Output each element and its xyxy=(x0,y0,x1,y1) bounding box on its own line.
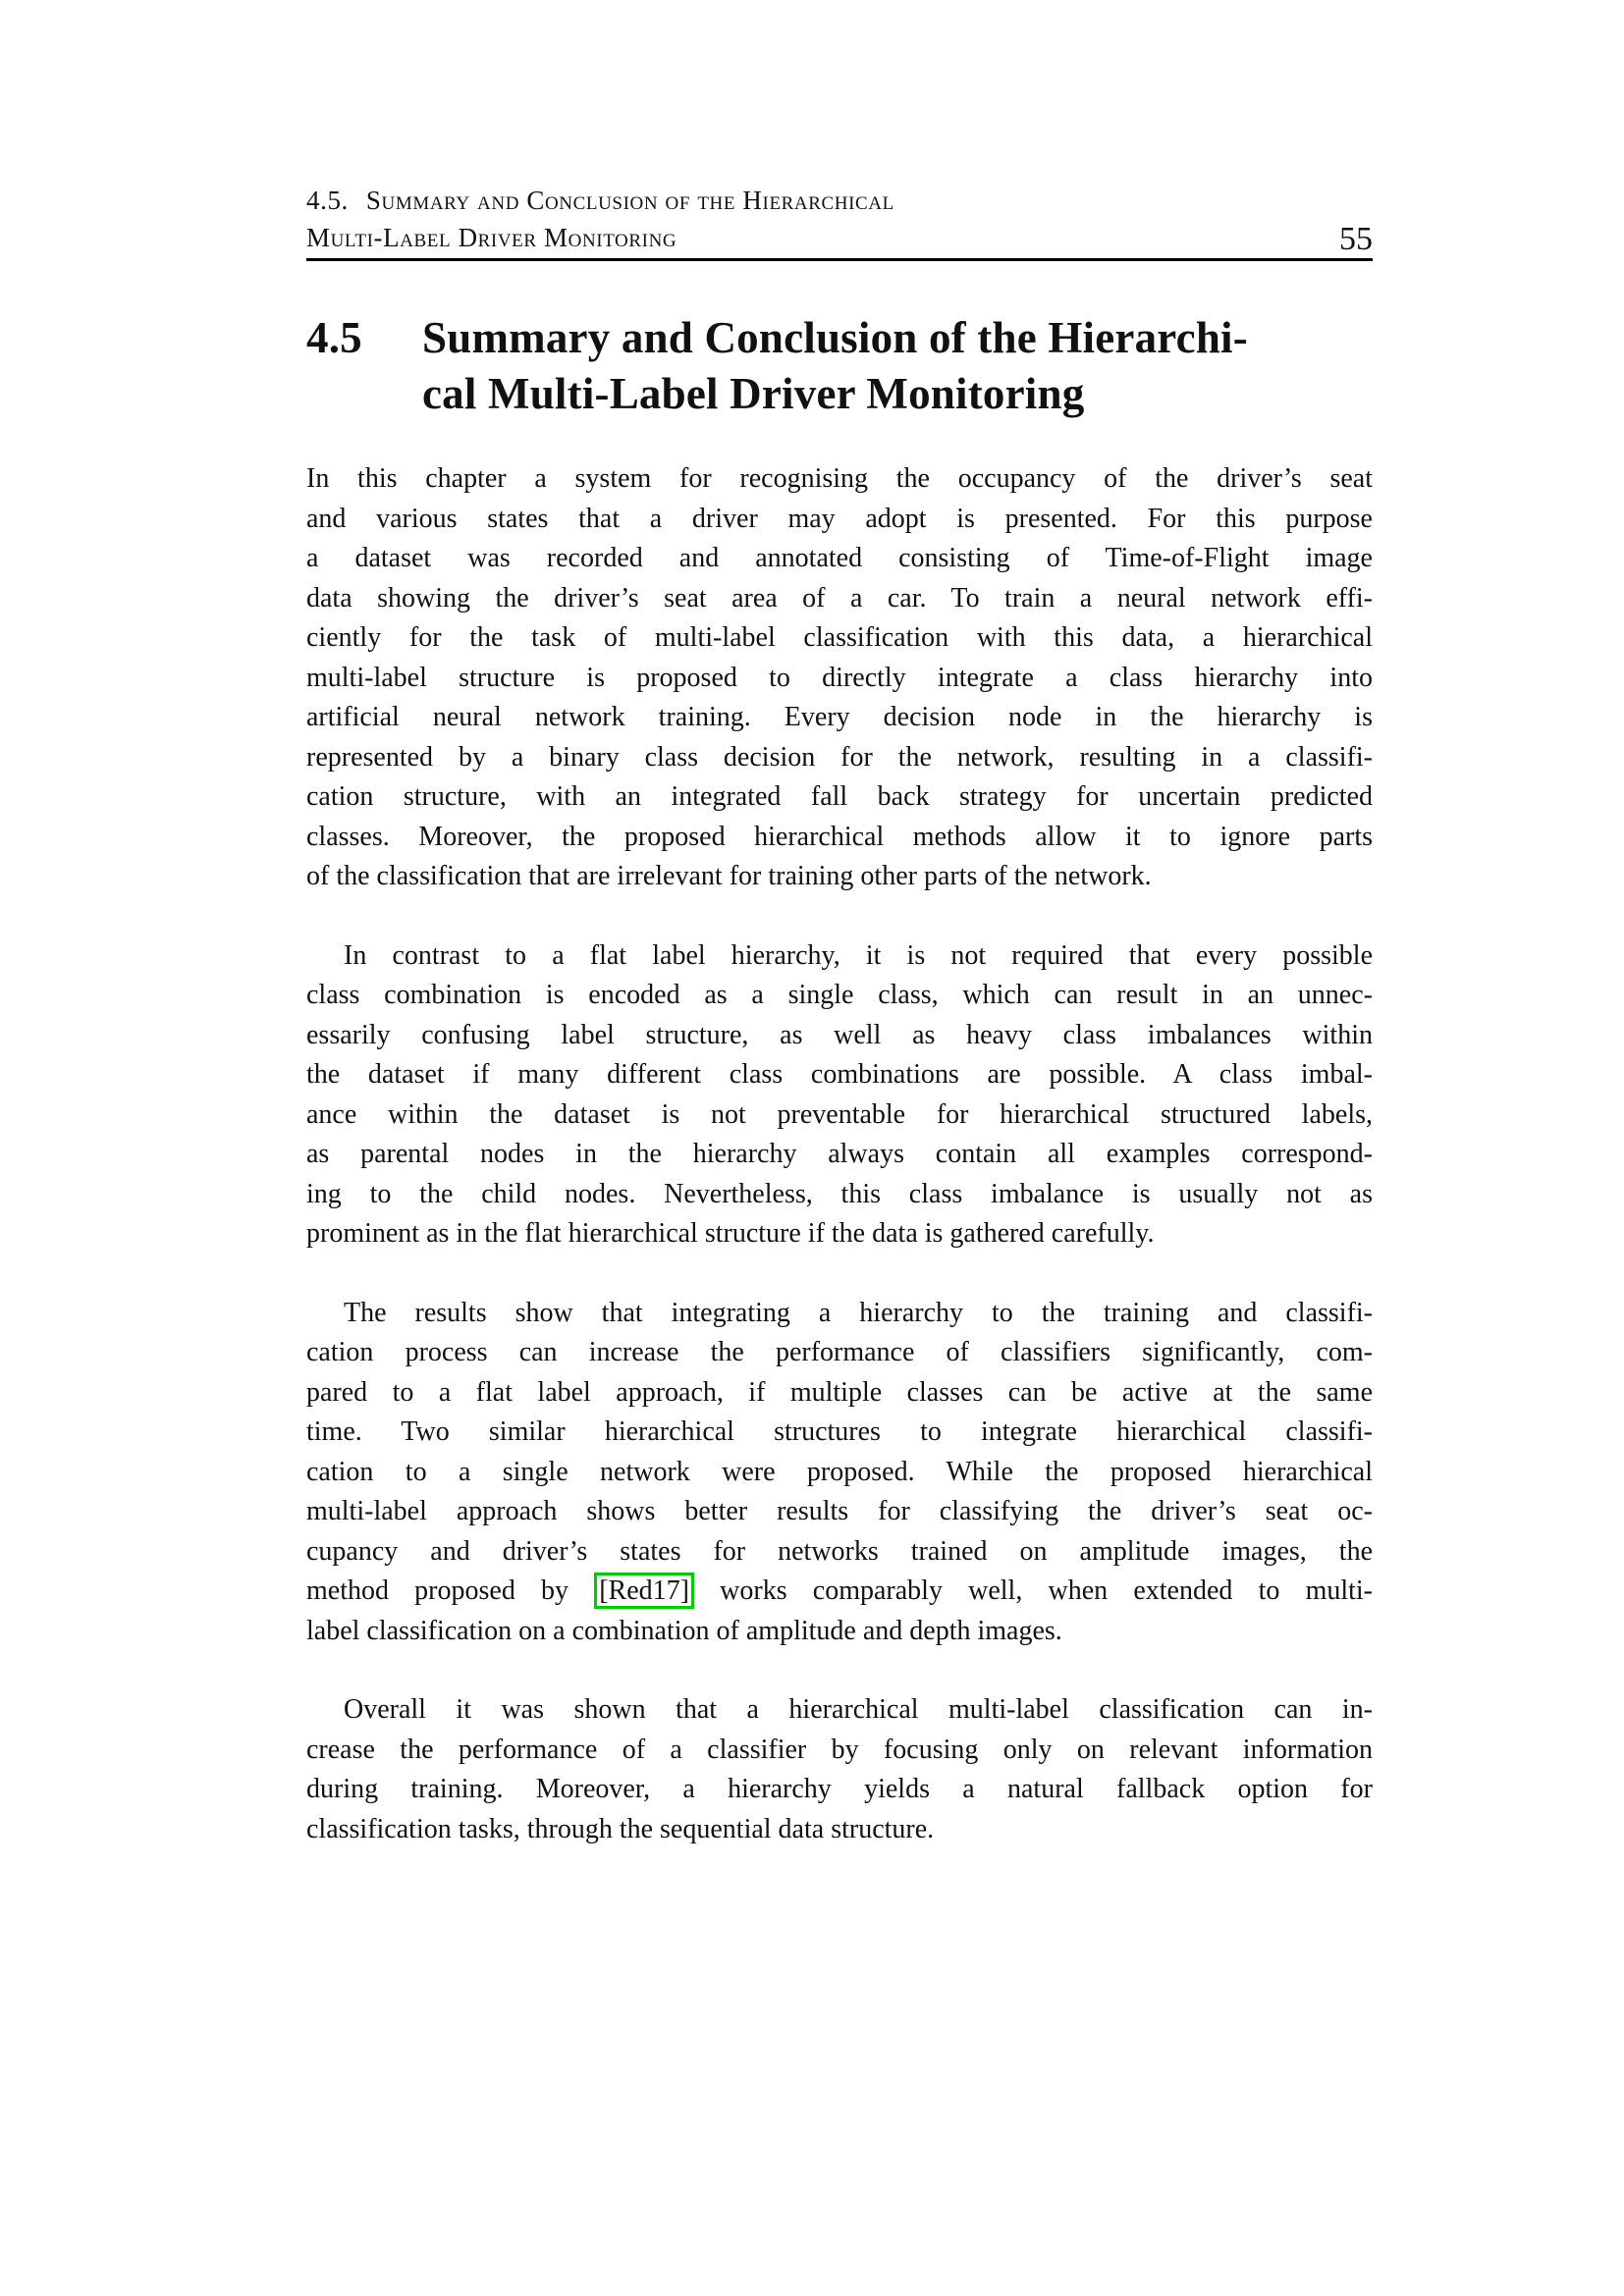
body-line: ing to the child nodes. Nevertheless, this class imbalance is usually not as xyxy=(306,1178,1373,1209)
body-line: and various states that a driver may adopt is presented. For this purpose xyxy=(306,503,1373,534)
document-body xyxy=(306,459,1373,1849)
body-line: class combination is encoded as a single class, which can result in an unnec- xyxy=(306,980,1373,1010)
body-line: a dataset was recorded and annotated consisting of Time-of-Flight image xyxy=(306,543,1373,573)
body-line: cation process can increase the performance of classifiers significantly, com- xyxy=(306,1337,1373,1367)
body-line: cupancy and driver’s states for networks trained on amplitude images, the xyxy=(306,1535,1373,1567)
body-line: as parental nodes in the hierarchy always contain all examples correspond- xyxy=(306,1139,1373,1169)
paragraph xyxy=(306,936,1373,1255)
body-line: time. Two similar hierarchical structures to integrate hierarchical classifi- xyxy=(306,1416,1373,1447)
running-header-section-number: 4.5. xyxy=(306,186,349,215)
body-line: crease the performance of a classifier by focusing only on relevant information xyxy=(306,1734,1373,1765)
body-line: In this chapter a system for recognising the occupancy of the driver’s seat xyxy=(306,463,1373,494)
running-header xyxy=(306,182,1373,261)
citation-red17[interactable]: [Red17] xyxy=(594,1573,694,1609)
body-line: The results show that integrating a hierarchy to the training and classifi- xyxy=(344,1297,1373,1328)
body-line: multi-label approach shows better results for classifying the driver’s seat oc- xyxy=(306,1496,1373,1526)
body-line: classification tasks, through the sequential data structure. xyxy=(306,1813,935,1844)
paragraph xyxy=(306,459,1373,897)
body-line: of the classification that are irrelevant for training other parts of the network. xyxy=(306,861,1152,891)
body-line: during training. Moreover, a hierarchy yields a natural fallback option for xyxy=(306,1774,1373,1804)
section-title-line2: cal Multi-Label Driver Monitoring xyxy=(422,369,1085,418)
paragraph xyxy=(306,1690,1373,1849)
body-line: cation to a single network were proposed. While the proposed hierarchical xyxy=(306,1456,1373,1487)
body-line: data showing the driver’s seat area of a car. To train a neural network effi- xyxy=(306,582,1373,614)
body-line: prominent as in the flat hierarchical structure if the data is gathered carefully. xyxy=(306,1218,1155,1249)
body-line: In contrast to a flat label hierarchy, it is not required that every possible xyxy=(344,939,1373,971)
running-header-line2: Multi-Label Driver Monitoring xyxy=(306,223,677,252)
section-title xyxy=(422,310,1248,422)
body-line: represented by a binary class decision for the network, resulting in a classifi- xyxy=(306,741,1373,773)
section-title-line1: Summary and Conclusion of the Hierarchi- xyxy=(422,313,1248,362)
body-line: ance within the dataset is not preventable for hierarchical structured labels, xyxy=(306,1098,1373,1130)
body-line: essarily confusing label structure, as well as heavy class imbalances within xyxy=(306,1019,1373,1050)
text-block xyxy=(306,182,1373,1849)
running-header-title-part1: Summary and Conclusion of the Hierarchical xyxy=(365,186,894,215)
header-rule xyxy=(306,258,1373,261)
body-line: method proposed by [Red17] works comparably well, when extended to multi- xyxy=(306,1572,1373,1612)
body-line: Overall it was shown that a hierarchical multi-label classification can in- xyxy=(344,1694,1373,1725)
section-heading xyxy=(306,310,1373,422)
body-line: ciently for the task of multi-label classification with this data, a hierarchical xyxy=(306,622,1373,653)
body-line: pared to a flat label approach, if multiple classes can be active at the same xyxy=(306,1376,1373,1408)
body-line: label classification on a combination of amplitude and depth images. xyxy=(306,1615,1062,1646)
running-header-line1 xyxy=(306,182,1373,219)
paragraph xyxy=(306,1294,1373,1652)
body-line: multi-label structure is proposed to directly integrate a class hierarchy into xyxy=(306,662,1373,693)
body-line: cation structure, with an integrated fall back strategy for uncertain predicted xyxy=(306,781,1373,812)
page-number: 55 xyxy=(1339,221,1373,257)
body-line: artificial neural network training. Every decision node in the hierarchy is xyxy=(306,702,1373,732)
body-line: classes. Moreover, the proposed hierarchical methods allow it to ignore parts xyxy=(306,821,1373,852)
body-line: the dataset if many different class combinations are possible. A class imbal- xyxy=(306,1059,1373,1090)
section-number: 4.5 xyxy=(306,313,362,362)
